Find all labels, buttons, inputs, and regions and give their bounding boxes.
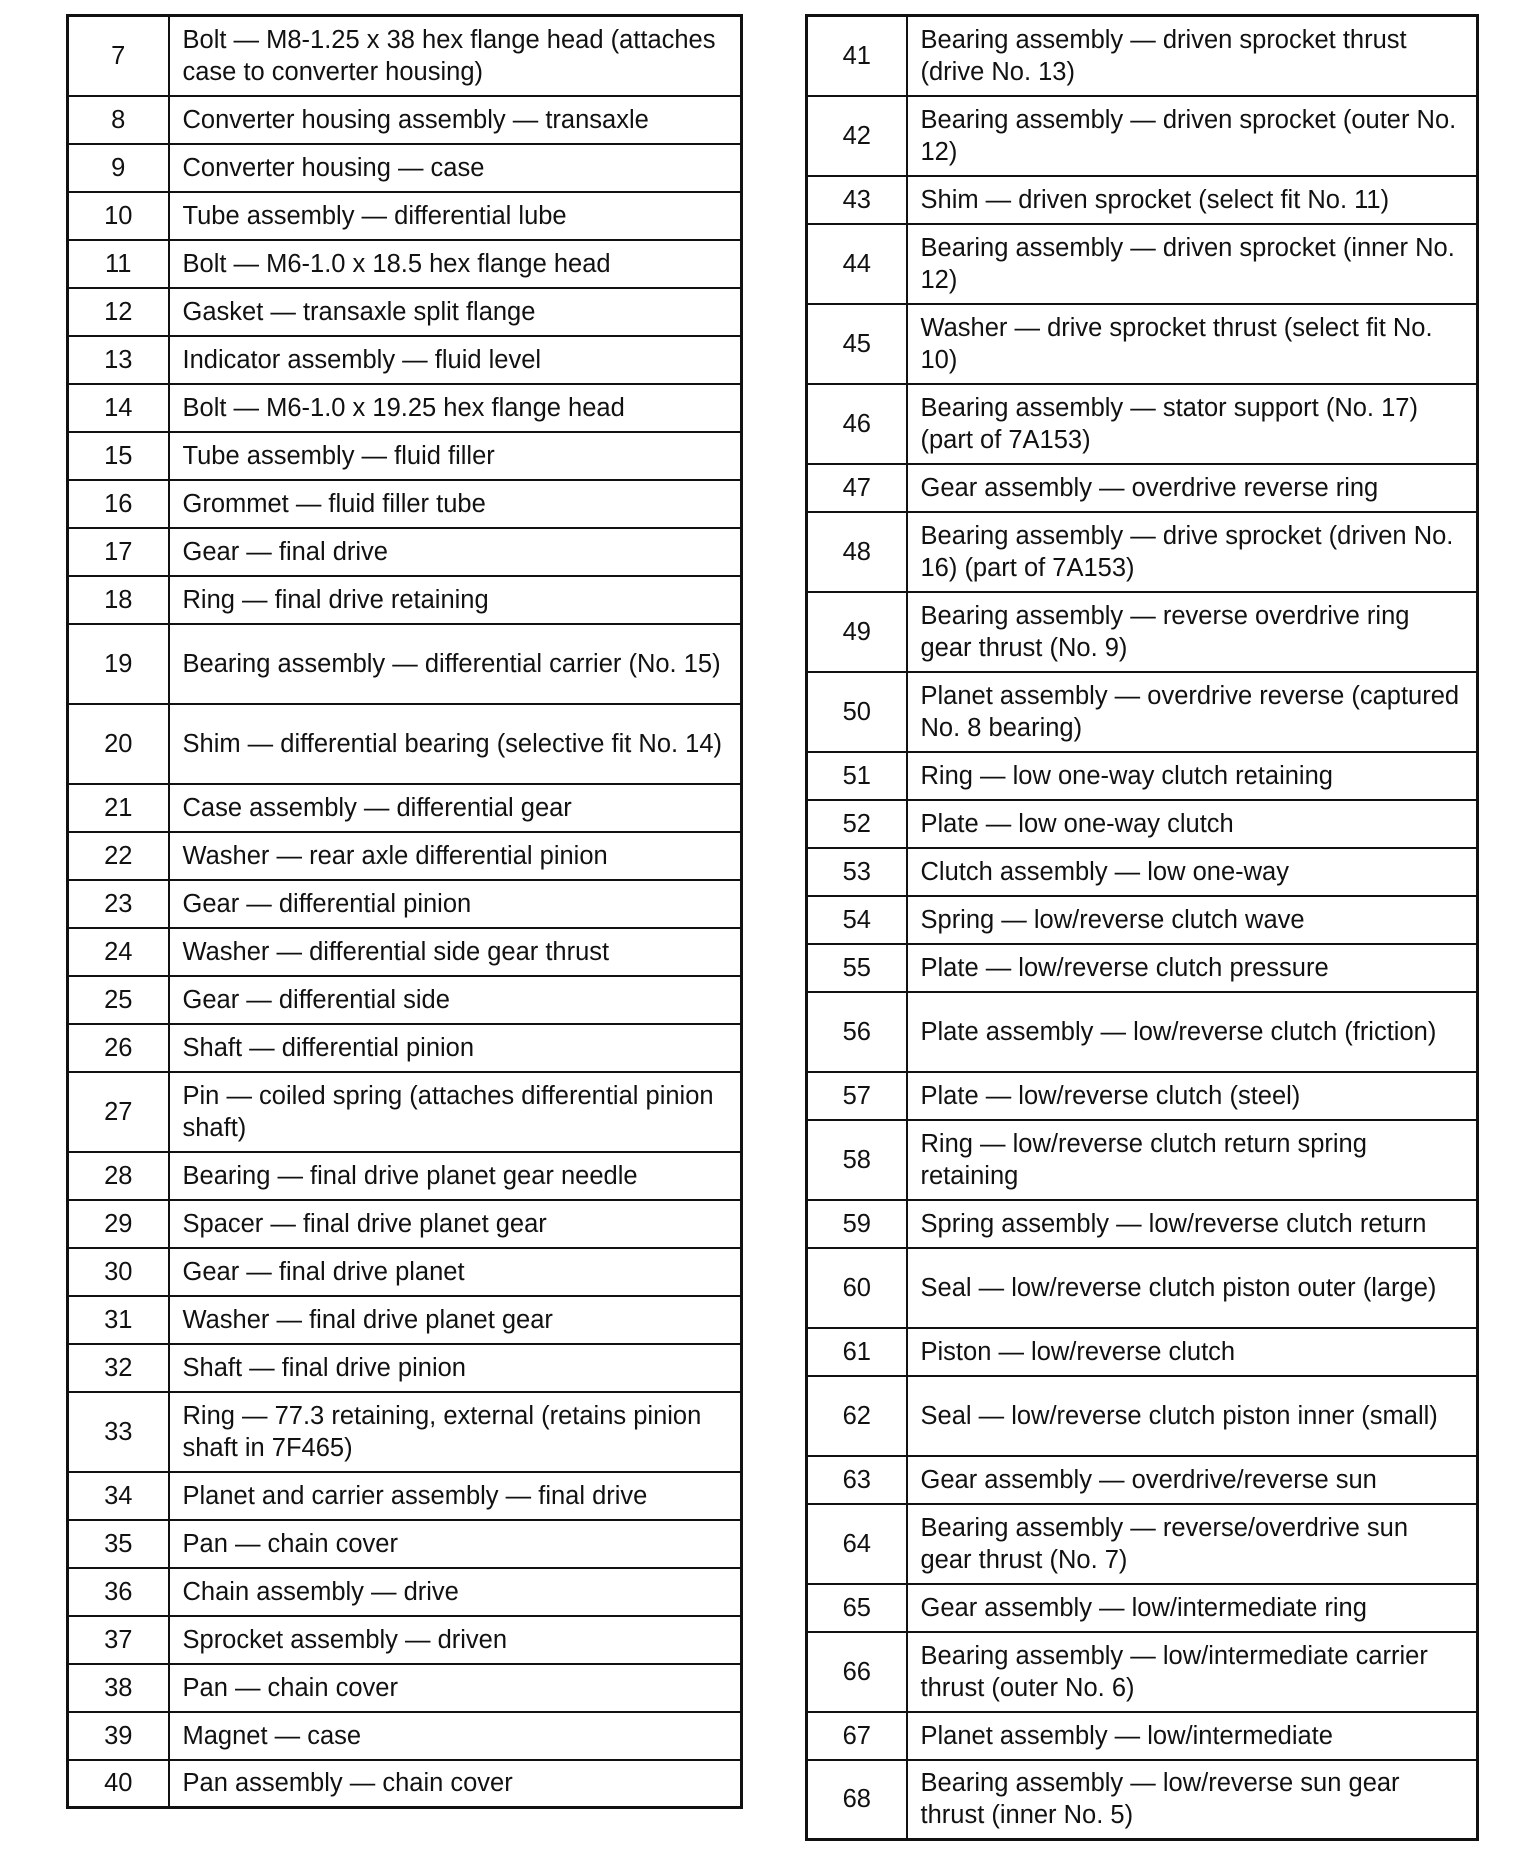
part-description: Gear assembly — overdrive reverse ring (907, 464, 1478, 512)
part-number: 18 (68, 576, 169, 624)
part-number: 30 (68, 1248, 169, 1296)
part-description: Gear — final drive (169, 528, 742, 576)
part-description: Washer — final drive planet gear (169, 1296, 742, 1344)
table-row (68, 1568, 742, 1616)
part-description: Ring — low/reverse clutch return spring retaining (907, 1120, 1478, 1200)
table-row (807, 1248, 1478, 1328)
part-description: Spring assembly — low/reverse clutch return (907, 1200, 1478, 1248)
part-number: 59 (807, 1200, 907, 1248)
part-number: 64 (807, 1504, 907, 1584)
part-number: 33 (68, 1392, 169, 1472)
part-number: 51 (807, 752, 907, 800)
table-row (807, 592, 1478, 672)
part-number: 27 (68, 1072, 169, 1152)
table-row (807, 1376, 1478, 1456)
part-description: Washer — rear axle differential pinion (169, 832, 742, 880)
table-row (68, 1344, 742, 1392)
part-number: 13 (68, 336, 169, 384)
table-row (68, 192, 742, 240)
part-number: 52 (807, 800, 907, 848)
part-description: Grommet — fluid filler tube (169, 480, 742, 528)
part-description: Bearing assembly — driven sprocket thrust (drive No. 13) (907, 16, 1478, 96)
table-row (807, 16, 1478, 96)
part-number: 25 (68, 976, 169, 1024)
part-description: Bearing assembly — low/reverse sun gear thrust (inner No. 5) (907, 1760, 1478, 1840)
part-number: 53 (807, 848, 907, 896)
part-number: 57 (807, 1072, 907, 1120)
part-description: Tube assembly — differential lube (169, 192, 742, 240)
table-row (807, 992, 1478, 1072)
part-description: Spring — low/reverse clutch wave (907, 896, 1478, 944)
part-number: 20 (68, 704, 169, 784)
part-number: 19 (68, 624, 169, 704)
part-number: 21 (68, 784, 169, 832)
part-number: 43 (807, 176, 907, 224)
part-description: Planet and carrier assembly — final drive (169, 1472, 742, 1520)
table-row (68, 1200, 742, 1248)
part-description: Plate — low one-way clutch (907, 800, 1478, 848)
part-number: 22 (68, 832, 169, 880)
table-row (68, 432, 742, 480)
part-description: Pan — chain cover (169, 1664, 742, 1712)
part-number: 66 (807, 1632, 907, 1712)
table-row (807, 304, 1478, 384)
table-row (807, 1200, 1478, 1248)
part-number: 55 (807, 944, 907, 992)
table-row (68, 1248, 742, 1296)
table-row (807, 944, 1478, 992)
part-description: Chain assembly — drive (169, 1568, 742, 1616)
table-row (807, 848, 1478, 896)
table-row (68, 1616, 742, 1664)
part-description: Sprocket assembly — driven (169, 1616, 742, 1664)
part-description: Bolt — M8-1.25 x 38 hex flange head (attaches case to converter housing) (169, 16, 742, 96)
part-number: 17 (68, 528, 169, 576)
part-description: Gasket — transaxle split flange (169, 288, 742, 336)
part-number: 60 (807, 1248, 907, 1328)
table-row (68, 976, 742, 1024)
table-row (807, 1584, 1478, 1632)
part-description: Bolt — M6-1.0 x 18.5 hex flange head (169, 240, 742, 288)
table-row (807, 96, 1478, 176)
part-description: Bearing assembly — drive sprocket (driven No. 16) (part of 7A153) (907, 512, 1478, 592)
part-number: 67 (807, 1712, 907, 1760)
part-description: Bearing assembly — differential carrier (No. 15) (169, 624, 742, 704)
table-row (68, 528, 742, 576)
table-row (807, 1328, 1478, 1376)
part-number: 26 (68, 1024, 169, 1072)
part-number: 42 (807, 96, 907, 176)
table-row (68, 1152, 742, 1200)
table-row (68, 1760, 742, 1808)
table-row (68, 480, 742, 528)
table-row (807, 176, 1478, 224)
part-number: 63 (807, 1456, 907, 1504)
table-row (807, 1632, 1478, 1712)
part-description: Converter housing assembly — transaxle (169, 96, 742, 144)
table-row (807, 672, 1478, 752)
part-number: 29 (68, 1200, 169, 1248)
table-row (68, 704, 742, 784)
table-row (807, 512, 1478, 592)
part-number: 54 (807, 896, 907, 944)
part-description: Ring — 77.3 retaining, external (retains pinion shaft in 7F465) (169, 1392, 742, 1472)
part-description: Ring — low one-way clutch retaining (907, 752, 1478, 800)
part-description: Shaft — final drive pinion (169, 1344, 742, 1392)
part-number: 46 (807, 384, 907, 464)
table-row (68, 832, 742, 880)
part-description: Planet assembly — overdrive reverse (captured No. 8 bearing) (907, 672, 1478, 752)
part-number: 24 (68, 928, 169, 976)
part-number: 56 (807, 992, 907, 1072)
table-row (807, 800, 1478, 848)
part-number: 49 (807, 592, 907, 672)
table-row (68, 1520, 742, 1568)
part-description: Bearing assembly — low/intermediate carrier thrust (outer No. 6) (907, 1632, 1478, 1712)
part-number: 40 (68, 1760, 169, 1808)
part-description: Pin — coiled spring (attaches differential pinion shaft) (169, 1072, 742, 1152)
part-number: 50 (807, 672, 907, 752)
part-number: 23 (68, 880, 169, 928)
part-description: Plate — low/reverse clutch (steel) (907, 1072, 1478, 1120)
part-number: 10 (68, 192, 169, 240)
part-number: 7 (68, 16, 169, 96)
table-row (68, 1024, 742, 1072)
table-row (807, 1120, 1478, 1200)
table-row (807, 464, 1478, 512)
part-description: Case assembly — differential gear (169, 784, 742, 832)
part-number: 16 (68, 480, 169, 528)
table-row (68, 1472, 742, 1520)
part-description: Washer — differential side gear thrust (169, 928, 742, 976)
part-number: 32 (68, 1344, 169, 1392)
part-description: Planet assembly — low/intermediate (907, 1712, 1478, 1760)
part-description: Gear assembly — low/intermediate ring (907, 1584, 1478, 1632)
part-number: 41 (807, 16, 907, 96)
table-row (68, 16, 742, 96)
part-number: 35 (68, 1520, 169, 1568)
table-row (68, 240, 742, 288)
part-number: 68 (807, 1760, 907, 1840)
part-number: 45 (807, 304, 907, 384)
part-description: Shaft — differential pinion (169, 1024, 742, 1072)
table-row (68, 1712, 742, 1760)
part-number: 9 (68, 144, 169, 192)
part-number: 61 (807, 1328, 907, 1376)
table-row (807, 1504, 1478, 1584)
part-number: 36 (68, 1568, 169, 1616)
table-row (68, 144, 742, 192)
part-number: 39 (68, 1712, 169, 1760)
part-description: Ring — final drive retaining (169, 576, 742, 624)
part-description: Gear — differential pinion (169, 880, 742, 928)
part-description: Piston — low/reverse clutch (907, 1328, 1478, 1376)
table-row (807, 224, 1478, 304)
part-number: 62 (807, 1376, 907, 1456)
part-number: 58 (807, 1120, 907, 1200)
part-description: Gear — final drive planet (169, 1248, 742, 1296)
part-description: Indicator assembly — fluid level (169, 336, 742, 384)
table-row (68, 1392, 742, 1472)
part-description: Tube assembly — fluid filler (169, 432, 742, 480)
table-row (807, 1072, 1478, 1120)
part-description: Shim — driven sprocket (select fit No. 11) (907, 176, 1478, 224)
parts-table-right (805, 14, 1479, 1841)
part-number: 8 (68, 96, 169, 144)
part-number: 44 (807, 224, 907, 304)
part-description: Bearing — final drive planet gear needle (169, 1152, 742, 1200)
part-description: Seal — low/reverse clutch piston inner (small) (907, 1376, 1478, 1456)
table-row (807, 1456, 1478, 1504)
table-row (807, 1760, 1478, 1840)
table-row (68, 96, 742, 144)
part-description: Converter housing — case (169, 144, 742, 192)
part-number: 47 (807, 464, 907, 512)
part-number: 15 (68, 432, 169, 480)
part-description: Clutch assembly — low one-way (907, 848, 1478, 896)
part-number: 11 (68, 240, 169, 288)
part-description: Bearing assembly — reverse overdrive ring gear thrust (No. 9) (907, 592, 1478, 672)
part-description: Bearing assembly — reverse/overdrive sun gear thrust (No. 7) (907, 1504, 1478, 1584)
part-number: 31 (68, 1296, 169, 1344)
part-description: Bearing assembly — driven sprocket (inner No. 12) (907, 224, 1478, 304)
table-row (68, 288, 742, 336)
part-number: 28 (68, 1152, 169, 1200)
table-row (68, 384, 742, 432)
part-number: 48 (807, 512, 907, 592)
part-description: Plate assembly — low/reverse clutch (friction) (907, 992, 1478, 1072)
part-number: 12 (68, 288, 169, 336)
table-row (68, 880, 742, 928)
table-row (68, 576, 742, 624)
part-description: Pan — chain cover (169, 1520, 742, 1568)
part-description: Gear assembly — overdrive/reverse sun (907, 1456, 1478, 1504)
part-description: Seal — low/reverse clutch piston outer (large) (907, 1248, 1478, 1328)
table-row (807, 1712, 1478, 1760)
part-description: Plate — low/reverse clutch pressure (907, 944, 1478, 992)
part-number: 37 (68, 1616, 169, 1664)
table-row (68, 928, 742, 976)
table-row (68, 784, 742, 832)
part-description: Shim — differential bearing (selective fit No. 14) (169, 704, 742, 784)
part-description: Washer — drive sprocket thrust (select fit No. 10) (907, 304, 1478, 384)
part-description: Bolt — M6-1.0 x 19.25 hex flange head (169, 384, 742, 432)
parts-table-left (66, 14, 743, 1809)
table-row (807, 896, 1478, 944)
part-number: 34 (68, 1472, 169, 1520)
table-row (68, 1072, 742, 1152)
part-number: 14 (68, 384, 169, 432)
part-number: 65 (807, 1584, 907, 1632)
table-row (68, 1664, 742, 1712)
part-description: Spacer — final drive planet gear (169, 1200, 742, 1248)
part-description: Bearing assembly — driven sprocket (outer No. 12) (907, 96, 1478, 176)
table-row (68, 624, 742, 704)
table-row (68, 1296, 742, 1344)
part-description: Magnet — case (169, 1712, 742, 1760)
table-row (68, 336, 742, 384)
part-number: 38 (68, 1664, 169, 1712)
part-description: Gear — differential side (169, 976, 742, 1024)
part-description: Bearing assembly — stator support (No. 17) (part of 7A153) (907, 384, 1478, 464)
table-row (807, 752, 1478, 800)
part-description: Pan assembly — chain cover (169, 1760, 742, 1808)
table-row (807, 384, 1478, 464)
